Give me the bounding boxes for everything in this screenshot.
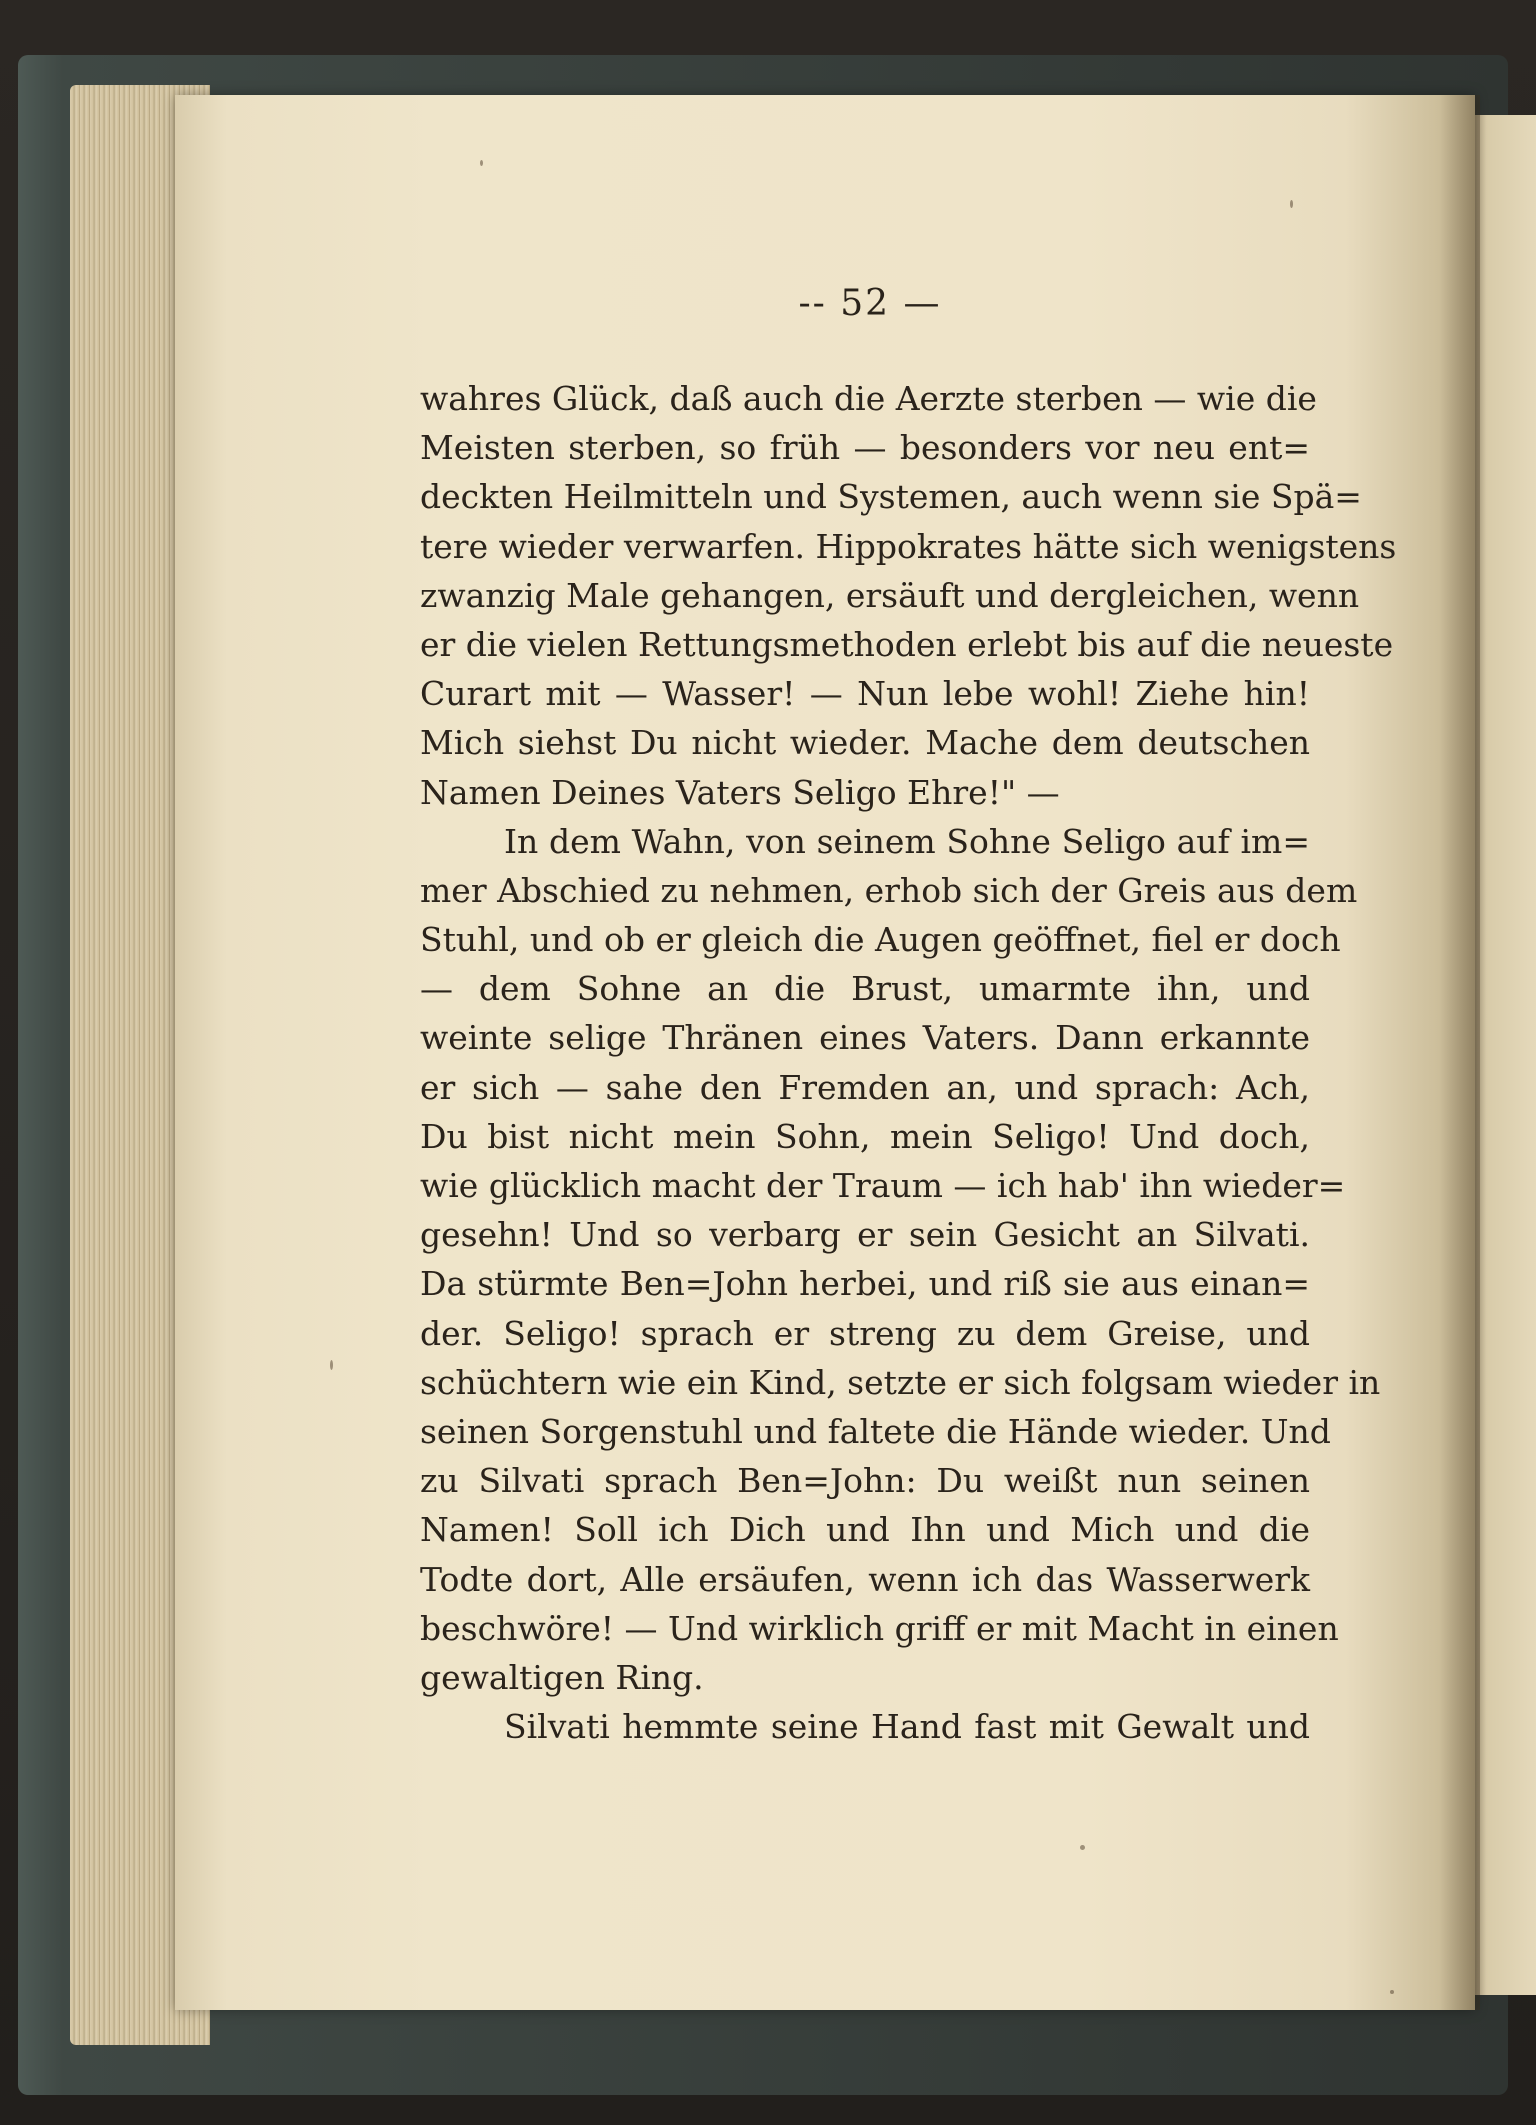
- gutter-shadow: [1440, 95, 1480, 2010]
- paper-speck: [1080, 1845, 1085, 1850]
- text-line: Todte dort, Alle ersäufen, wenn ich das Wasserwerk: [420, 1559, 1310, 1599]
- paper-speck: [1390, 1990, 1394, 1994]
- text-line: Meisten sterben, so früh — besonders vor neu ent=: [420, 428, 1310, 468]
- body-text: [420, 374, 1397, 1751]
- text-line: Du bist nicht mein Sohn, mein Seligo! Und doch,: [420, 1116, 1310, 1156]
- text-line: Curart mit — Wasser! — Nun lebe wohl! Ziehe hin!: [420, 674, 1310, 714]
- text-line: beschwöre! — Und wirklich griff er mit Macht in einen: [420, 1608, 1339, 1648]
- text-line: Da stürmte Ben=John herbei, und riß sie aus einan=: [420, 1264, 1310, 1304]
- text-line: er die vielen Rettungsmethoden erlebt bis auf die neueste: [420, 624, 1394, 664]
- text-line: wahres Glück, daß auch die Aerzte sterben — wie die: [420, 379, 1317, 418]
- text-line: zwanzig Male gehangen, ersäuft und dergleichen, wenn: [420, 575, 1360, 615]
- text-line: Namen! Soll ich Dich und Ihn und Mich und die: [420, 1510, 1310, 1550]
- paper-speck: [1290, 200, 1293, 208]
- text-line: gesehn! Und so verbarg er sein Gesicht an Silvati.: [420, 1215, 1310, 1255]
- text-line: gewaltigen Ring.: [420, 1657, 704, 1697]
- text-line: mer Abschied zu nehmen, erhob sich der Greis aus dem: [420, 870, 1358, 910]
- text-line: der. Seligo! sprach er streng zu dem Greise, und: [420, 1313, 1310, 1353]
- text-line: Stuhl, und ob er gleich die Augen geöffnet, fiel er doch: [420, 920, 1341, 960]
- paper-speck: [480, 160, 483, 166]
- text-line: wie glücklich macht der Traum — ich hab' ihn wieder=: [420, 1166, 1346, 1205]
- text-line: Silvati hemmte seine Hand fast mit Gewalt und: [504, 1707, 1310, 1747]
- text-line: tere wieder verwarfen. Hippokrates hätte sich wenigstens: [420, 526, 1397, 566]
- text-line: zu Silvati sprach Ben=John: Du weißt nun seinen: [420, 1461, 1310, 1501]
- text-line: schüchtern wie ein Kind, setzte er sich folgsam wieder in: [420, 1362, 1381, 1402]
- text-line: Namen Deines Vaters Seligo Ehre!" —: [420, 772, 1060, 812]
- paper-speck: [330, 1360, 333, 1370]
- page-number: -- 52 —: [798, 283, 942, 324]
- text-line: er sich — sahe den Fremden an, und sprach: Ach,: [420, 1067, 1310, 1107]
- text-line: In dem Wahn, von seinem Sohne Seligo auf im=: [504, 821, 1310, 861]
- text-line: seinen Sorgenstuhl und faltete die Hände wieder. Und: [420, 1411, 1331, 1451]
- text-line: — dem Sohne an die Brust, umarmte ihn, und: [420, 969, 1310, 1009]
- text-line: Mich siehst Du nicht wieder. Mache dem deutschen: [420, 723, 1310, 763]
- text-line: deckten Heilmitteln und Systemen, auch wenn sie Spä=: [420, 477, 1362, 517]
- text-line: weinte selige Thränen eines Vaters. Dann erkannte: [420, 1018, 1310, 1058]
